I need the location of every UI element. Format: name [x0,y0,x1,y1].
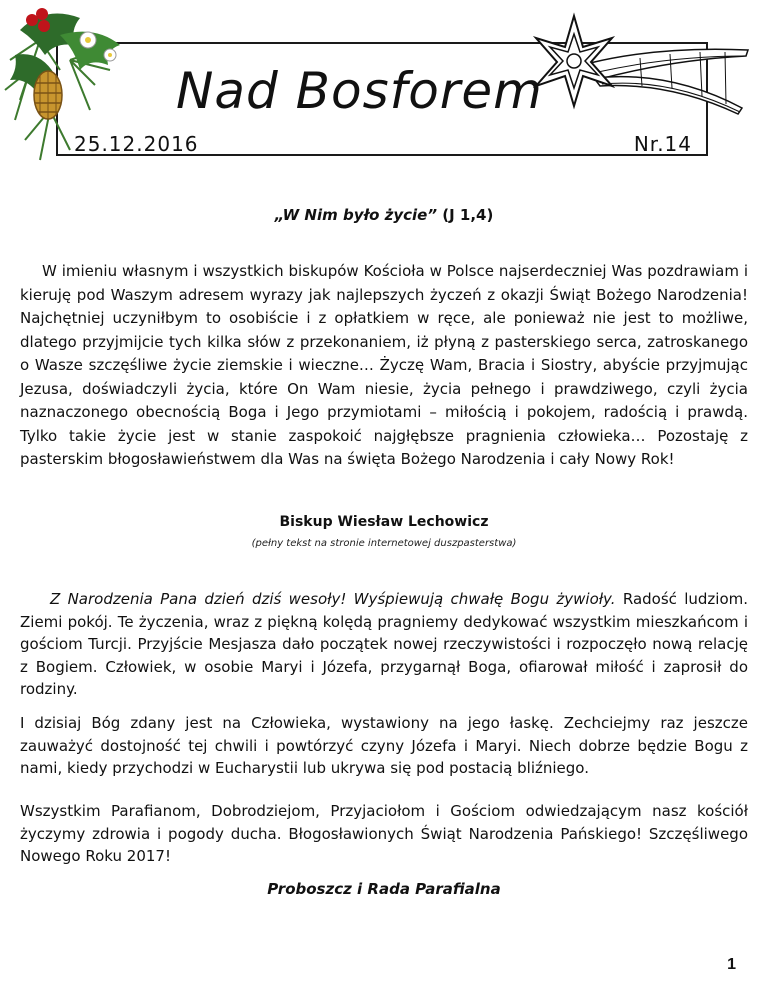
newsletter-title: Nad Bosforem [176,62,543,120]
issue-date: 25.12.2016 [74,132,199,156]
parish-paragraph-2: I dzisiaj Bóg zdany jest na Człowieka, wystawiony na jego łaskę. Zechciejmy raz jeszcze zauważyć dostojność tej chwili i powtórzyć czyny Józefa i Maryi. Niech dobrze będzie Bogu z nami, kiedy przychodzi w Eucharystii lub ukrywa się pod postacią bliźniego. [20,714,748,777]
bishop-signature: Biskup Wiesław Lechowicz [279,514,489,530]
parish-paragraph-1-rest: Radość ludziom. Ziemi pokój. Te życzenia, wraz z piękną kolędą pragniemy dedykować wszystkim mieszkańcom i gościom Turcji. Przyjście Mesjasza dało początek nowej rzeczywistości i rozpoczęło nową relację z Bogiem. Człowiek, w osobie Maryi i Józefa, przygarnął Boga, ofiarował miłość i zaprosił do rodziny. [20,590,748,698]
page-number: 1 [727,956,736,973]
parish-paragraph-1 [20,588,748,701]
issue-number: Nr.14 [633,132,692,156]
parish-paragraph-3: Wszystkim Parafianom, Dobrodziejom, Przyjaciołom i Gościom odwiedzającym nasz kościół życzymy zdrowia i pogody ducha. Błogosławionych Świąt Narodzenia Pańskiego! Szczęśliwego Nowego Roku 2017! [20,802,748,865]
heading-reference: (J 1,4) [442,206,494,224]
parish-signature: Proboszcz i Rada Parafialna [267,880,501,898]
full-text-note: (pełny tekst na stronie internetowej duszpasterstwa) [251,538,517,549]
carol-quote: Z Narodzenia Pana dzień dziś wesoły! Wyśpiewują chwałę Bogu żywioły. [50,590,616,608]
bishop-letter-text: W imieniu własnym i wszystkich biskupów Kościoła w Polsce najserdeczniej Was pozdrawiam i kieruję pod Waszym adresem wyrazy jak najlepszych życzeń z okazji Świąt Bożego Narodzenia! Najchętniej uczyniłbym to osobiście i z opłatkiem w ręce, ale ponieważ nie jest to możliwe, dlatego przyjmijcie tych kilka słów z przekonaniem, iż płyną z pasterskiego serca, zatroskanego o Wasze szczęśliwe życie ziemskie i wieczne… Życzę Wam, Bracia i Siostry, abyście przyjmując Jezusa, doświadczyli życia, które On Wam niesie, życia pełnego i prawdziwego, czyli życia naznaczonego obecnością Boga i Jego przymiotami – miłością i pokojem, radością i prawdą. Tylko takie życie jest w stanie zaspokoić najgłębsze pragnienia człowieka… Pozostaję z pasterskim błogosławieństwem dla Was na święta Bożego Narodzenia i cały Nowy Rok! [20,262,748,468]
article-heading [0,206,768,224]
heading-quote: „W Nim było życie” [274,206,438,224]
